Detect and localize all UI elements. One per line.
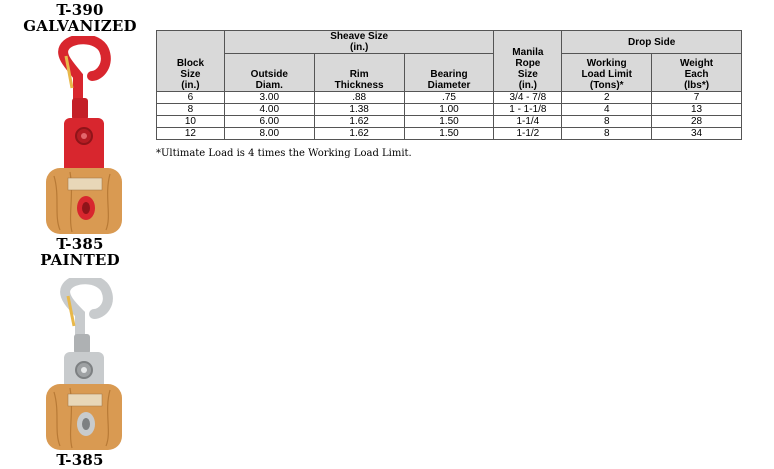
cell: 7 (652, 92, 742, 104)
cell: 4 (562, 104, 652, 116)
product-code: T-385 (56, 451, 104, 469)
block-specification-table (156, 30, 742, 140)
product-finish: GALVANIZED (23, 17, 137, 35)
cell: 10 (157, 116, 225, 128)
cell: 6 (157, 92, 225, 104)
cell: 13 (652, 104, 742, 116)
cell: .75 (404, 92, 494, 104)
header-row-1 (157, 31, 742, 54)
cell: 1.62 (314, 116, 404, 128)
header-rim-thickness: Rim Thickness (314, 54, 404, 92)
cell: 2 (562, 92, 652, 104)
cell: 3.00 (224, 92, 314, 104)
cell: 1.50 (404, 116, 494, 128)
header-outside-diam: Outside Diam. (224, 54, 314, 92)
header-row-2 (157, 54, 742, 92)
header-block-size: Block Size (in.) (157, 31, 225, 92)
caption-t385-painted (0, 236, 160, 268)
caption-t390 (0, 2, 160, 34)
cell: 8 (562, 116, 652, 128)
cell: 1.62 (314, 128, 404, 140)
cell: 1.00 (404, 104, 494, 116)
header-manila-rope: Manila Rope Size (in.) (494, 31, 562, 92)
product-code: T-385 (56, 235, 104, 253)
header-drop-side: Drop Side (562, 31, 742, 54)
header-sheave-size: Sheave Size (in.) (224, 31, 494, 54)
red-snatch-block-image (40, 36, 130, 236)
cell: 8 (562, 128, 652, 140)
footnote: *Ultimate Load is 4 times the Working Load Limit. (156, 148, 412, 159)
header-working-load: Working Load Limit (Tons)* (562, 54, 652, 92)
table-row (157, 92, 742, 104)
cell: 28 (652, 116, 742, 128)
cell: 4.00 (224, 104, 314, 116)
cell: 1-1/2 (494, 128, 562, 140)
product-finish: PAINTED (40, 251, 120, 269)
cell: 12 (157, 128, 225, 140)
table-row (157, 128, 742, 140)
cell: 3/4 - 7/8 (494, 92, 562, 104)
cell: 1.38 (314, 104, 404, 116)
cell: 1-1/4 (494, 116, 562, 128)
table-row (157, 116, 742, 128)
cell: 8 (157, 104, 225, 116)
galvanized-snatch-block-image (40, 278, 130, 453)
cell: 1.50 (404, 128, 494, 140)
cell: 34 (652, 128, 742, 140)
header-weight-each: Weight Each (lbs*) (652, 54, 742, 92)
cell: 6.00 (224, 116, 314, 128)
cell: .88 (314, 92, 404, 104)
product-code: T-390 (56, 1, 104, 19)
cell: 1 - 1-1/8 (494, 104, 562, 116)
table-row (157, 104, 742, 116)
header-bearing-diameter: Bearing Diameter (404, 54, 494, 92)
caption-t385 (0, 452, 160, 468)
cell: 8.00 (224, 128, 314, 140)
